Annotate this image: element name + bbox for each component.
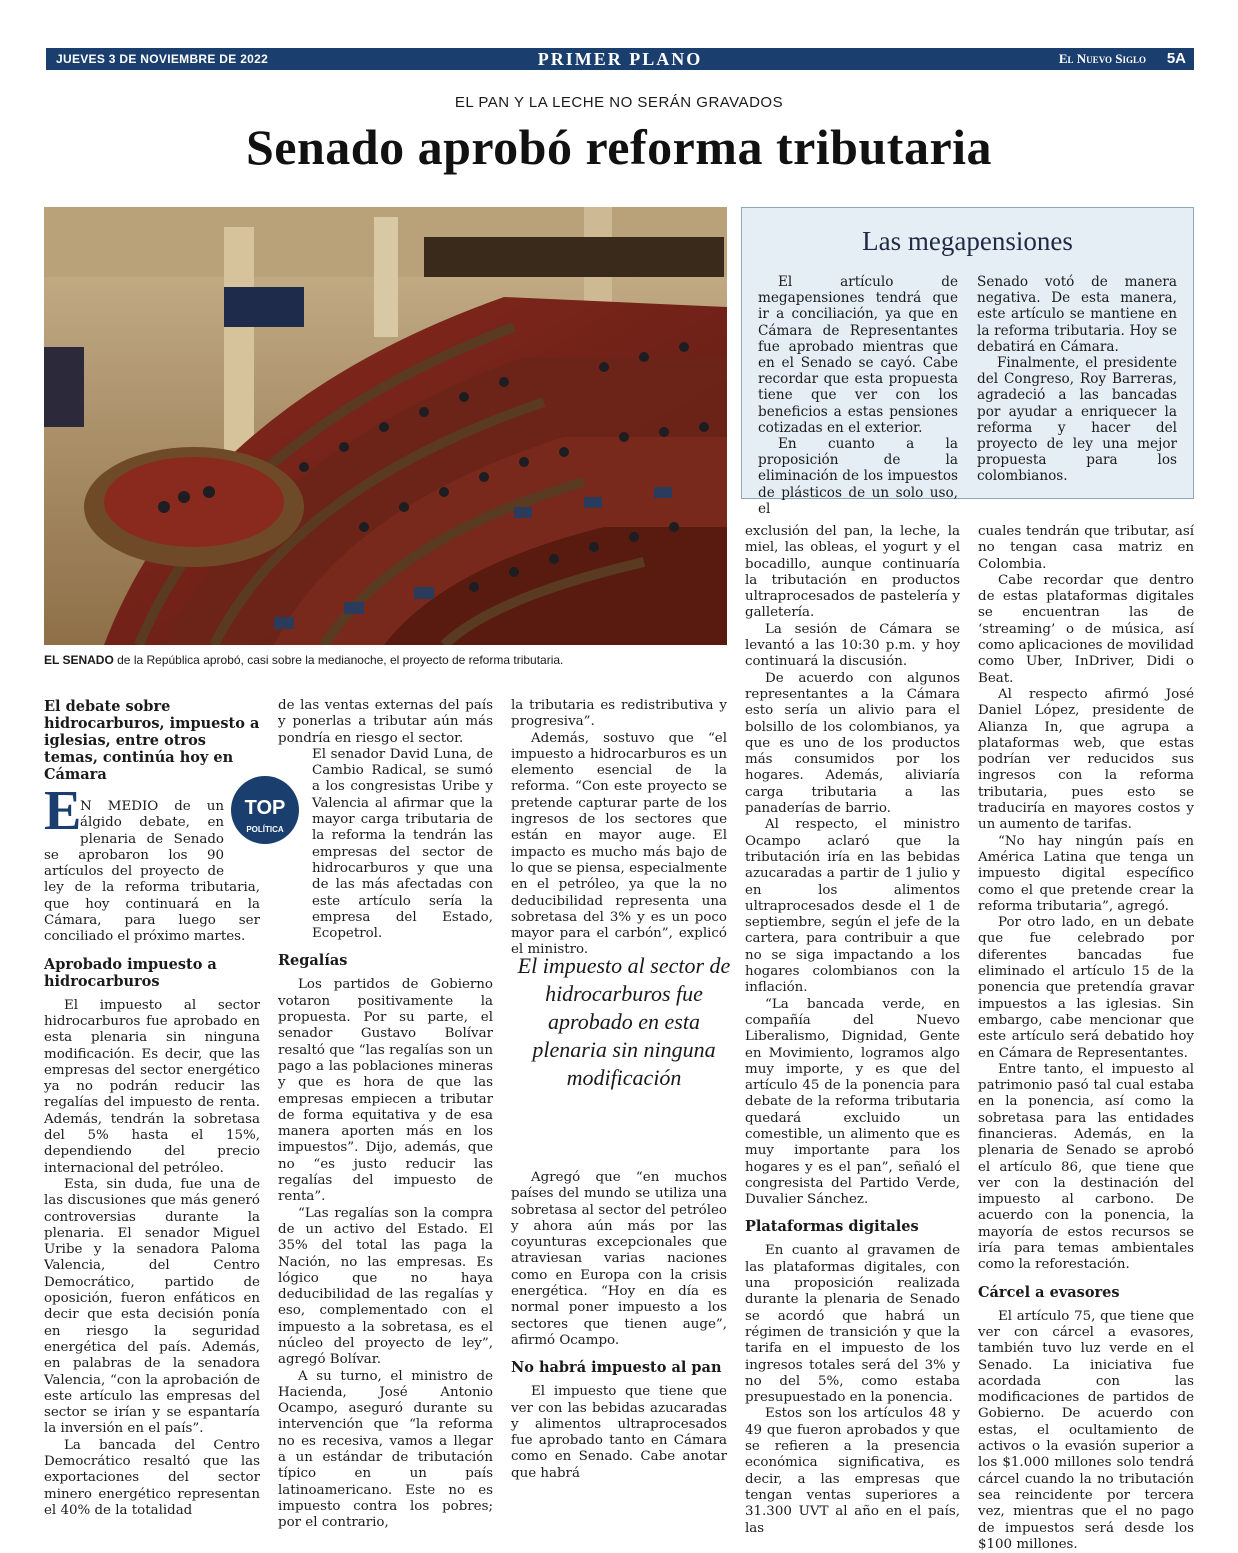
paragraph: Agregó que “en muchos países del mundo se utiliza una sobretasa al sector del petróleo y ahora aún más por las coyunturas excepcionales que atraviesan varias naciones como en Europa con la crisis energética. “Hoy en día es normal poner impuesto a los sectores que tienen auge”, afirmó Ocampo.	[511, 1170, 727, 1348]
newspaper-name: El Nuevo Siglo	[1058, 51, 1146, 66]
subheading-carcel: Cárcel a evasores	[978, 1283, 1120, 1301]
paragraph: de las ventas externas del país y ponerlas a tributar aún más pondría en riesgo el sector.	[278, 698, 493, 746]
page-number: 5A	[1166, 50, 1186, 67]
sidebar-paragraph: Senado votó de manera negativa. De esta manera, este artículo se mantiene en la reforma tributaria. Hoy se debatirá en Cámara.	[977, 274, 1177, 355]
subheading-regalias: Regalías	[278, 952, 348, 970]
senate-chamber-photo	[44, 207, 727, 645]
paragraph: Al respecto, el ministro Ocampo aclaró que la tributación iría en las bebidas azucaradas a partir de 1 julio y en los alimentos ultraprocesados desde el 1 de septiembre, según el jefe de la cartera, para contribuir a que no se siga impactando a los hogares colombianos con la inflación.	[745, 817, 960, 996]
article-kicker: EL PAN Y LA LECHE NO SERÁN GRAVADOS	[454, 94, 784, 111]
article-column-5	[978, 524, 1194, 1553]
photo-caption	[44, 653, 744, 667]
article-headline: Senado aprobó reforma tributaria	[245, 119, 993, 175]
paragraph: El impuesto al sector hidrocarburos fue aprobado en esta plenaria sin ninguna modificación. Es decir, que las empresas del sector energético ya no podrán reducir las regalías del impuesto de renta. Además, tendrán la sobretasa del 5% hasta el 15%, dependiendo del precio internacional del petróleo.	[44, 997, 260, 1176]
section-title: PRIMER PLANO	[537, 49, 703, 69]
subheading-pan: No habrá impuesto al pan	[511, 1359, 722, 1377]
paragraph: El impuesto que tiene que ver con las bebidas azucaradas y alimentos ultraprocesados fue aprobado tanto en Cámara como en Senado. Cabe anotar que habrá	[511, 1384, 727, 1481]
paragraph: Los partidos de Gobierno votaron positivamente la propuesta. Por su parte, el senador Gustavo Bolívar resaltó que “las regalías son un pago a las poblaciones mineras y que es hora de que las empresas empiecen a tributar de forma equitativa y de esa manera aporten más en los impuestos”. Dijo, además, que no “es justo reducir las regalías del impuesto de renta”.	[278, 977, 493, 1205]
paragraph: la tributaria es redistributiva y progresiva”.	[511, 698, 727, 730]
paragraph: Cabe recordar que dentro de estas plataformas digitales se encuentran las de ‘streaming’ o de música, así como aplicaciones de movilidad como Uber, InDriver, Didi o Beat.	[978, 572, 1194, 686]
paragraph: Entre tanto, el impuesto al patrimonio pasó tal cual estaba en la ponencia, así como la sobretasa para las entidades financieras. Además, en la plenaria de Senado se aprobó el artículo 86, que tiene que ver con la destinación del impuesto al carbono. De acuerdo con la ponencia, la mayoría de estos recursos se iría para temas ambientales como la reforestación.	[978, 1061, 1194, 1273]
sidebar-paragraph: El artículo de megapensiones tendrá que ir a conciliación, ya que en Cámara de Representantes fue aprobado mientras que en el Senado se cayó. Cabe recordar que esta propuesta tiene que ver con los beneficios a estas pensiones cotizadas en el exterior.	[758, 274, 958, 436]
paragraph: Además, sostuvo que “el impuesto a hidrocarburos es un elemento esencial de la reforma. “Con este proyecto se pretende capturar parte de los ingresos de los sectores que están en mayor auge. El impacto es mucho más bajo de lo que se piensa, especialmente en el petróleo, ya que la no deducibilidad representa una sobretasa del 3% y es un poco mayor para el carbón”, explicó el ministro.	[511, 730, 727, 958]
paragraph: A su turno, el ministro de Hacienda, José Antonio Ocampo, aseguró durante su intervención que “la reforma no es recesiva, vamos a llegar a un estándar de tributación típico en un país latinoamericano. Este no es impuesto contra los pobres; por el contrario,	[278, 1368, 493, 1531]
article-column-4	[745, 524, 960, 1537]
paragraph: Estos son los artículos 48 y 49 que fueron aprobados y que se refieren a la presencia económica significativa, es decir, a las empresas que tengan ventas superiores a 31.300 UVT al año en el país, las	[745, 1406, 960, 1536]
paragraph: Al respecto afirmó José Daniel López, presidente de Alianza In, que agrupa a plataformas web, que estas podrían ver reducidos sus ingresos con la reforma tributaria, pues esto se traduciría en mayores costos y un aumento de tarifas.	[978, 686, 1194, 833]
sidebar-megapensiones	[741, 207, 1194, 517]
paragraph: La sesión de Cámara se levantó a las 10:30 p.m. y hoy continuará la discusión.	[745, 621, 960, 670]
paragraph: “La bancada verde, en compañía del Nuevo Liberalismo, Dignidad, Gente en Movimiento, logramos algo muy importe, y es que del artículo 45 de la ponencia para debate de la reforma tributaria quedará excluido un comestible, un alimento que es muy importante para los hogares y es el pan”, señaló el congresista del Partido Verde, Duvalier Sánchez.	[745, 996, 960, 1208]
paragraph: De acuerdo con algunos representantes a la Cámara esto sería un alivio para el bolsillo de los colombianos, ya que es uno de los productos más consumidos por los hogares. Además, aliviaría carga tributaria a las panaderías de barrio.	[745, 670, 960, 817]
paragraph: La bancada del Centro Democrático resaltó que las exportaciones del sector minero energético representan el 40% de la totalidad	[44, 1437, 260, 1518]
subheading-hidrocarburos: Aprobado impuesto a hidrocarburos	[44, 955, 217, 990]
sidebar-paragraph: Finalmente, el presidente del Congreso, Roy Barreras, agradeció a las bancadas por ayudar a enriquecer la reforma y hacer del proyecto de ley una mejor propuesta para los colombianos.	[977, 355, 1177, 485]
paragraph: El artículo 75, que tiene que ver con cárcel a evasores, también tuvo luz verde en el Senado. La iniciativa fue acordada con las modificaciones de partidos de Gobierno. De acuerdo con estas, el ocultamiento de activos o la evasión superior a los $1.000 millones solo tendrá cárcel cuando la no tributación sea reincidente por tercera vez, mientras que el no pago de impuestos será desde los $100 millones.	[978, 1308, 1194, 1552]
page-header-bar	[46, 48, 1194, 70]
subheading-plataformas: Plataformas digitales	[745, 1218, 919, 1236]
logo-word: TOP	[244, 797, 286, 819]
logo-sub: POLÍTICA	[246, 825, 284, 834]
drop-cap: E	[44, 780, 82, 842]
sidebar-column-1	[758, 274, 958, 517]
paragraph: En cuanto al gravamen de las plataformas digitales, con una proposición realizada durante la plenaria de Senado se acordó que habrá un régimen de transición y que la tarifa en el impuesto de los ingresos totales será del 3% y no del 5%, como estaba presupuestado en la ponencia.	[745, 1243, 960, 1406]
paragraph: “Las regalías son la compra de un activo del Estado. El 35% del total las paga la Nación, no las empresas. Es lógico que no haya deducibilidad de las regalías y eso, complementado con el impuesto a la sobretasa, es el núcleo del proyecto de ley”, agregó Bolívar.	[278, 1205, 493, 1368]
senate-photo-illustration	[44, 207, 727, 645]
paragraph: “No hay ningún país en América Latina que tenga un impuesto digital específico como el que pretende crear la reforma tributaria”, agregó.	[978, 833, 1194, 914]
article-summary: El debate sobre hidrocarburos, impuesto a iglesias, entre otros temas, continúa hoy en Cámara	[44, 698, 260, 783]
article-column-3-top	[511, 698, 727, 959]
intro-text: N MEDIO de un álgido debate, en plenaria de Senado se aprobaron los 90 artículos del proyecto de ley de la reforma tributaria, que hoy continuará en la Cámara, para luego ser conciliado el próximo martes.	[44, 799, 260, 945]
paragraph: El senador David Luna, de Cambio Radical, se sumó a los congresistas Uribe y Valencia al afirmar que la mayor carga tributaria de la reforma la tendrán las empresas del sector de hidrocarburos y que una de las más afectadas con este artículo sería la empresa del Estado, Ecopetrol.	[312, 746, 493, 942]
paragraph: exclusión del pan, la leche, la miel, las obleas, el yogurt y el bocadillo, aunque continuaría la tributación en productos ultraprocesados de pastelería y galletería.	[745, 524, 960, 621]
pull-quote: El impuesto al sector de hidrocarburos fue aprobado en esta plenaria sin ninguna modificación	[517, 953, 731, 1090]
paragraph: Por otro lado, en un debate que fue celebrado por diferentes bancadas fue eliminado el artículo 15 de la ponencia que pretendía gravar impuestos a las iglesias. Sin embargo, cabe mencionar que este artículo será debatido hoy en Cámara de Representantes.	[978, 915, 1194, 1061]
paragraph: Esta, sin duda, fue una de las discusiones que más generó controversias durante la plenaria. El senador Miguel Uribe y la senadora Paloma Valencia, del Centro Democrático, partido de oposición, fueron enfáticos en decir que esta decisión ponía en riesgo la seguridad energética del país. Además, en palabras de la senadora Valencia, “con la aprobación de este artículo las empresas del sector se irían y se espantaría la inversión en el país”.	[44, 1176, 260, 1437]
sidebar-title: Las megapensiones	[862, 226, 1073, 256]
caption-text: de la República aprobó, casi sobre la medianoche, el proyecto de reforma tributaria.	[113, 653, 564, 667]
sidebar-paragraph: En cuanto a la proposición de la eliminación de los impuestos de plásticos de un solo uso, el	[758, 436, 958, 517]
sidebar-column-2	[977, 274, 1177, 485]
article-column-3-bottom	[511, 1170, 727, 1482]
issue-date: JUEVES 3 DE NOVIEMBRE DE 2022	[56, 52, 269, 66]
paragraph: cuales tendrán que tributar, así no tengan casa matriz en Colombia.	[978, 524, 1194, 572]
article-column-2	[278, 698, 493, 1532]
caption-lead: EL SENADO	[44, 653, 114, 667]
